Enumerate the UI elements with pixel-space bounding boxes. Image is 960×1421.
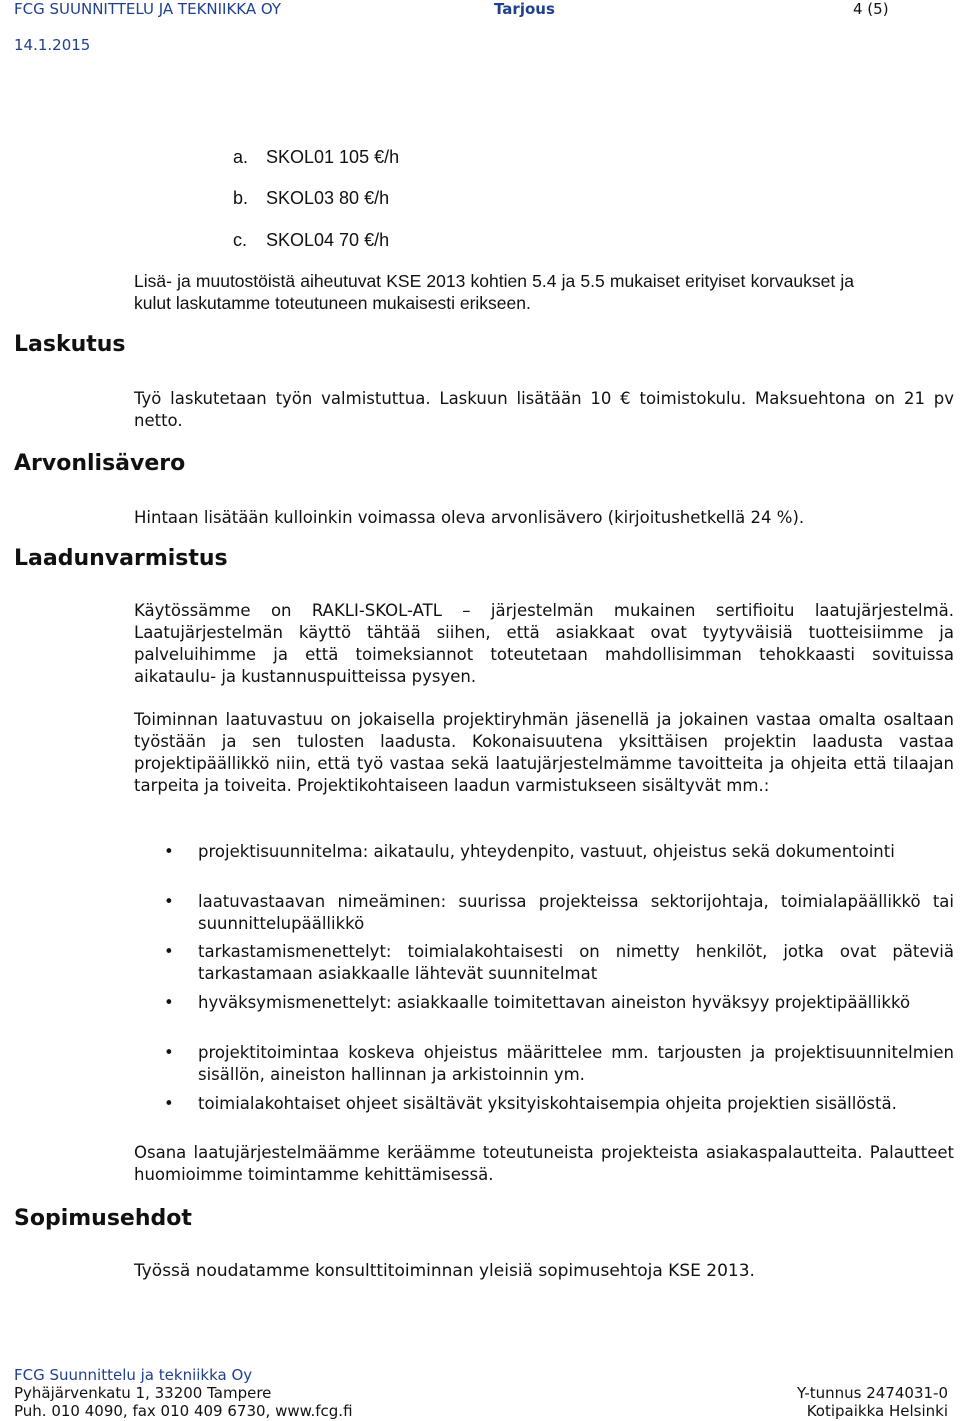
quality-paragraph-3: Osana laatujärjestelmäämme keräämme toteutuneista projekteista asiakaspalautteita. Palautteet huomioimme toimintamme kehittämisessä. xyxy=(134,1143,954,1184)
header-company: FCG SUUNNITTELU JA TEKNIIKKA OY xyxy=(14,0,282,18)
bullet-icon: • xyxy=(164,1094,174,1113)
footer-contact: Puh. 010 4090, fax 010 409 6730, www.fcg.fi xyxy=(14,1402,353,1420)
rate-item-b: SKOL03 80 €/h xyxy=(266,188,390,208)
rate-marker-c: c. xyxy=(233,230,248,250)
header-date: 14.1.2015 xyxy=(14,36,91,54)
quality-bullet-4: hyväksymismenettelyt: asiakkaalle toimitettavan aineiston hyväksyy projektipäällikkö xyxy=(198,993,911,1012)
sopimusehdot-text: Työssä noudatamme konsulttitoiminnan yleisiä sopimusehtoja KSE 2013. xyxy=(134,1261,755,1281)
quality-bullet-1: projektisuunnitelma: aikataulu, yhteydenpito, vastuut, ohjeistus sekä dokumentointi xyxy=(198,842,895,861)
header-doc-type: Tarjous xyxy=(494,0,555,18)
bullet-icon: • xyxy=(164,842,174,861)
quality-paragraph-1: Käytössämme on RAKLI-SKOL-ATL – järjestelmän mukainen sertifioitu laatujärjestelmä. Laatujärjestelmän käyttö tähtää siihen, että asiakkaat ovat tyytyväisiä tuotteisiimme ja palveluihimme ja että toimeksiannot toteutetaan mahdollisimman tehokkaasti sovituissa aikataulu- ja kustannuspuitteissa pysyen. xyxy=(134,601,954,686)
rate-marker-a: a. xyxy=(233,147,249,167)
section-title-laadunvarmistus: Laadunvarmistus xyxy=(14,546,228,571)
extra-work-paragraph: Lisä- ja muutostöistä aiheutuvat KSE 2013 kohtien 5.4 ja 5.5 mukaiset erityiset korvaukset ja kulut laskutamme toteutuneen mukaisesti erikseen. xyxy=(134,271,854,313)
bullet-icon: • xyxy=(164,942,174,961)
footer-domicile: Kotipaikka Helsinki xyxy=(806,1402,948,1420)
bullet-icon: • xyxy=(164,993,174,1012)
laskutus-text: Työ laskutetaan työn valmistuttua. Laskuun lisätään 10 € toimistokulu. Maksuehtona on 21 pv netto. xyxy=(134,389,954,430)
section-title-laskutus: Laskutus xyxy=(14,332,126,357)
rate-item-c: SKOL04 70 €/h xyxy=(266,230,390,250)
rate-marker-b: b. xyxy=(233,188,249,208)
quality-bullet-3: tarkastamismenettelyt: toimialakohtaisesti on nimetty henkilöt, jotka ovat päteviä tarkastamaan asiakkaalle lähtevät suunnitelmat xyxy=(198,942,954,983)
quality-bullet-5: projektitoimintaa koskeva ohjeistus määrittelee mm. tarjousten ja projektisuunnitelmien sisällön, aineiston hallinnan ja arkistoinnin ym. xyxy=(198,1043,954,1084)
rate-item-a: SKOL01 105 €/h xyxy=(266,147,400,167)
footer-business-id: Y-tunnus 2474031-0 xyxy=(796,1384,948,1402)
quality-bullet-2: laatuvastaavan nimeäminen: suurissa projekteissa sektorijohtaja, toimialapäällikkö tai suunnittelupäällikkö xyxy=(198,892,954,933)
section-title-arvonlisavero: Arvonlisävero xyxy=(14,451,186,476)
quality-paragraph-2: Toiminnan laatuvastuu on jokaisella projektiryhmän jäsenellä ja jokainen vastaa omalta osaltaan työstään ja sen tulosten laadusta. Kokonaisuutena yksittäisen projektin laadusta vastaa projektipäällikkö niin, että työ vastaa sekä laatujärjestelmämme tavoitteita ja ohjeita että tilaajan tarpeita ja toiveita. Projektikohtaiseen laadun varmistukseen sisältyvät mm.: xyxy=(134,710,954,795)
bullet-icon: • xyxy=(164,892,174,911)
arvonlisavero-text: Hintaan lisätään kulloinkin voimassa oleva arvonlisävero (kirjoitushetkellä 24 %). xyxy=(134,508,805,527)
quality-bullet-6: toimialakohtaiset ohjeet sisältävät yksityiskohtaisempia ohjeita projektien sisällöstä. xyxy=(198,1094,897,1113)
footer-company: FCG Suunnittelu ja tekniikka Oy xyxy=(14,1366,253,1384)
bullet-icon: • xyxy=(164,1043,174,1062)
header-page-number: 4 (5) xyxy=(853,0,889,18)
section-title-sopimusehdot: Sopimusehdot xyxy=(14,1206,192,1231)
footer-address: Pyhäjärvenkatu 1, 33200 Tampere xyxy=(14,1384,272,1402)
